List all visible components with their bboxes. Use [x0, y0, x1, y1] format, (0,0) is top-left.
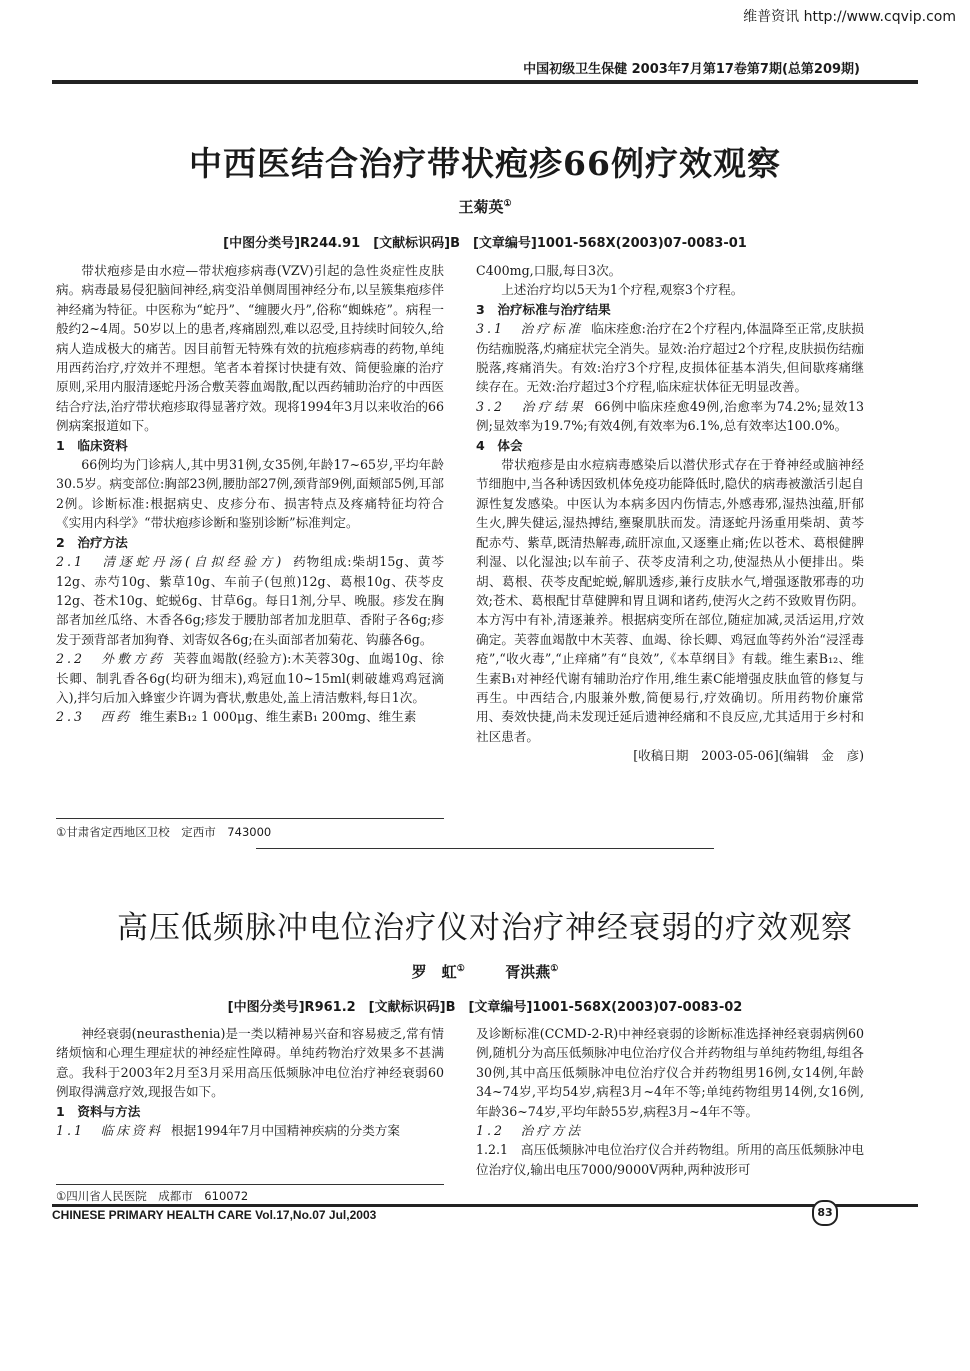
article1-classification: [中图分类号]R244.91 [文献标识码]B [文章编号]1001-568X(2003)07-0083-01: [223, 236, 747, 251]
article1-section-3-2: [476, 397, 864, 436]
article2-author-2-mark: ①: [550, 964, 559, 974]
article1-footnote-rule: [56, 818, 444, 819]
article1-received-date: [收稿日期 2003-05-06](编辑 金 彦): [633, 748, 864, 764]
article1-author: [0, 196, 970, 217]
journal-running-header: 中国初级卫生保健 2003年7月第17卷第7期(总第209期): [523, 62, 860, 77]
footer-journal-en: CHINESE PRIMARY HEALTH CARE Vol.17,No.07 Jul,2003: [52, 1208, 377, 1222]
article1-intro: 带状疱疹是由水痘—带状疱疹病毒(VZV)引起的急性炎症性皮肤病。病毒最易侵犯脑间神经,病变沿单侧周围神经分布,以呈簇集疱疹伴神经痛为特征。中医称为“蛇丹”、“缠腰火丹”,俗称“蜘蛛疮”。病程一般约2~4周。50岁以上的患者,疼痛剧烈,难以忍受,且持续时间较久,给病人造成极大的痛苦。因目前暂无特殊有效的抗疱疹病毒的药物,单纯用西药治疗,疗效并不理想。笔者本着探讨快捷有效、简便验廉的治疗原则,采用内服清逐蛇丹汤合敷芙蓉血竭散,配以西药辅助治疗的中西医结合疗法,治疗带状疱疹取得显著疗效。现将1994年3月以来收治的66例病案报道如下。: [56, 263, 444, 434]
article2-footnote: ①四川省人民医院 成都市 610072: [56, 1189, 249, 1203]
article2-left-column: [56, 1024, 444, 1140]
article1-section-2-1: [56, 552, 444, 649]
article1-right-column: [476, 261, 864, 766]
section-text: 根据1994年7月中国精神疾病的分类方案: [171, 1123, 400, 1139]
article1-continuation: C400mg,口服,每日3次。: [476, 263, 622, 278]
article1-heading-2: 2 治疗方法: [56, 534, 128, 550]
header-rule: [52, 80, 918, 84]
page-number: 83: [812, 1200, 838, 1226]
section-label: 2.1 清逐蛇丹汤(自拟经验方): [56, 554, 285, 570]
article1-author-name: 王菊英: [458, 198, 504, 216]
section-text: 66例中临床痊愈49例,治愈率为74.2%;显效13例;显效率为19.7%;有效4例,有效率为6.1%,总有效率达100.0%。: [476, 398, 864, 434]
section-label: 3.1 治疗标准: [476, 321, 584, 337]
watermark: 维普资讯 http://www.cqvip.com: [743, 9, 956, 25]
section-text: 临床痊愈:治疗在2个疗程内,体温降至正常,皮肤损伤结痂脱落,灼痛症状完全消失。显效:治疗超过2个疗程,皮肤损伤结痂脱落,疼痛消失。有效:治疗3个疗程,皮损体征基本消失,但间歇疼痛继续存在。无效:治疗超过3个疗程,临床症状体征无明显改善。: [476, 321, 865, 395]
article1-author-mark: ①: [503, 199, 512, 209]
article1-heading-3: 3 治疗标准与治疗结果: [476, 301, 611, 317]
article1-section-3-1: [476, 319, 864, 397]
article2-right-column: [476, 1024, 864, 1179]
article1-section-2-3: [56, 707, 444, 726]
article2-title: 高压低频脉冲电位治疗仪对治疗神经衰弱的疗效观察: [117, 910, 853, 946]
article2-author-2: 胥洪燕: [505, 963, 551, 981]
article1-left-column: [56, 261, 444, 727]
section-label: 1.1 临床资料: [56, 1123, 163, 1139]
section-label: 2.3 西药: [56, 709, 132, 725]
section-label: 3.2 治疗结果: [476, 398, 587, 414]
article1-section-2-2: [56, 649, 444, 707]
footer-rule: [52, 1204, 918, 1207]
article2-continuation: 及诊断标准(CCMD-2-R)中神经衰弱的诊断标准选择神经衰弱病例60例,随机分为高压低频脉冲电位治疗仪合并药物组与单纯药物组,每组各30例,其中高压低频脉冲电位治疗仪合并药物组男16例,女14例,年龄34~74岁,平均54岁,病程3月~4年不等;单纯药物组男14例,女16例,年龄36~74岁,平均年龄55岁,病程3月~4年不等。: [476, 1026, 864, 1119]
section-label: 2.2 外敷方药: [56, 651, 166, 667]
article1-footnote: ①甘肃省定西地区卫校 定西市 743000: [56, 825, 272, 839]
article2-section-1-2: [476, 1121, 864, 1140]
article2-authors: [0, 961, 970, 982]
section-text: 维生素B₁₂ 1 000μg、维生素B₁ 200mg、维生素: [139, 709, 417, 725]
article1-title: 中西医结合治疗带状疱疹66例疗效观察: [189, 144, 781, 183]
article-separator-rule: [256, 848, 714, 849]
section-label: 1.2 治疗方法: [476, 1123, 583, 1139]
article2-footnote-rule: [56, 1184, 444, 1185]
article1-discussion: 带状疱疹是由水痘病毒感染后以潜伏形式存在于脊神经或脑神经节细胞中,当各种诱因致机体免疫功能降低时,隐伏的病毒被激活引起自源性复发感染。中医认为本病多因内伤情志,外感毒邪,湿热浊蕴,肝郁生火,脾失健运,湿热搏结,壅聚肌肤而发。清逐蛇丹汤重用柴胡、黄芩配赤芍、紫草,既清热解毒,疏肝凉血,又逐壅止痛;佐以苍术、葛根健脾利湿、以化湿浊;以车前子、茯苓皮清利之功,使湿热从小便排出。柴胡、葛根、茯苓皮配蛇蜕,解肌透疹,兼行皮肤水气,增强逐散邪毒的功效;苍术、葛根配甘草健脾和胃且调和诸药,使泻火之药不致败胃伤阴。本方泻中有补,清逐兼养。根据病变所在部位,随症加减,灵活运用,疗效确定。芙蓉血竭散中木芙蓉、血竭、徐长卿、鸡冠血等药外治“浸淫毒疮”,“收火毒”,“止痒痛”有“良效”,《本草纲目》有载。维生素B₁₂、维生素B₁对神经代谢有辅助治疗作用,维生素C能增强皮肤血管的修复与再生。中西结合,内服兼外敷,简便易行,疗效确切。所用药物价廉常用、奏效快捷,尚未发现迁延后遗神经痛和不良反应,尤其适用于乡村和社区患者。: [476, 457, 864, 744]
article1-heading-1: 1 临床资料: [56, 437, 128, 453]
article1-para-1: 66例均为门诊病人,其中男31例,女35例,年龄17~65岁,平均年龄30.5岁。病变部位:胸部23例,腰肋部27例,颈背部9例,面颊部5例,耳部2例。诊断标准:根据病史、皮疹分布、损害特点及疼痛特征均符合《实用内科学》“带状疱疹诊断和鉴别诊断”标准判定。: [56, 457, 444, 531]
article2-heading-1: 1 资料与方法: [56, 1103, 141, 1119]
article2-classification: [中图分类号]R961.2 [文献标识码]B [文章编号]1001-568X(2003)07-0083-02: [227, 1000, 743, 1015]
article1-heading-4: 4 体会: [476, 437, 523, 453]
article2-author-1-mark: ①: [456, 964, 465, 974]
article2-section-1-1: [56, 1121, 444, 1140]
article1-course: 上述治疗均以5天为1个疗程,观察3个疗程。: [501, 282, 744, 298]
article2-section-1-2-1: 1.2.1 高压低频脉冲电位治疗仪合并药物组。所用的高压低频脉冲电位治疗仪,输出电压7000/9000V两种,两种波形可: [476, 1142, 864, 1177]
article2-intro: 神经衰弱(neurasthenia)是一类以精神易兴奋和容易疲乏,常有情绪烦恼和心理生理症状的神经症性障碍。单纯药物治疗效果多不甚满意。我科于2003年2月至3月采用高压低频脉冲电位治疗神经衰弱60例取得满意疗效,现报告如下。: [56, 1026, 444, 1100]
section-text: 药物组成:柴胡15g、黄芩12g、赤芍10g、紫草10g、车前子(包煎)12g、葛根10g、茯苓皮12g、苍术10g、蛇蜕6g、甘草6g。每日1剂,分早、晚服。疹发在胸部者加丝瓜络、木香各6g;疹发于腰肋部者加龙胆草、香附子各6g;疹发于颈背部者加狗脊、刘寄奴各6g;在头面部者加菊花、钩藤各6g。: [56, 554, 444, 647]
section-text: 芙蓉血竭散(经验方):木芙蓉30g、血竭10g、徐长卿、制乳香各6g(均研为细末),鸡冠血10~15ml(剌破雄鸡鸡冠滴入),拌匀后加入蜂蜜少许调为膏状,敷患处,盖上清洁敷料,每日1次。: [56, 651, 444, 705]
article2-author-1: 罗 虹: [411, 963, 457, 981]
